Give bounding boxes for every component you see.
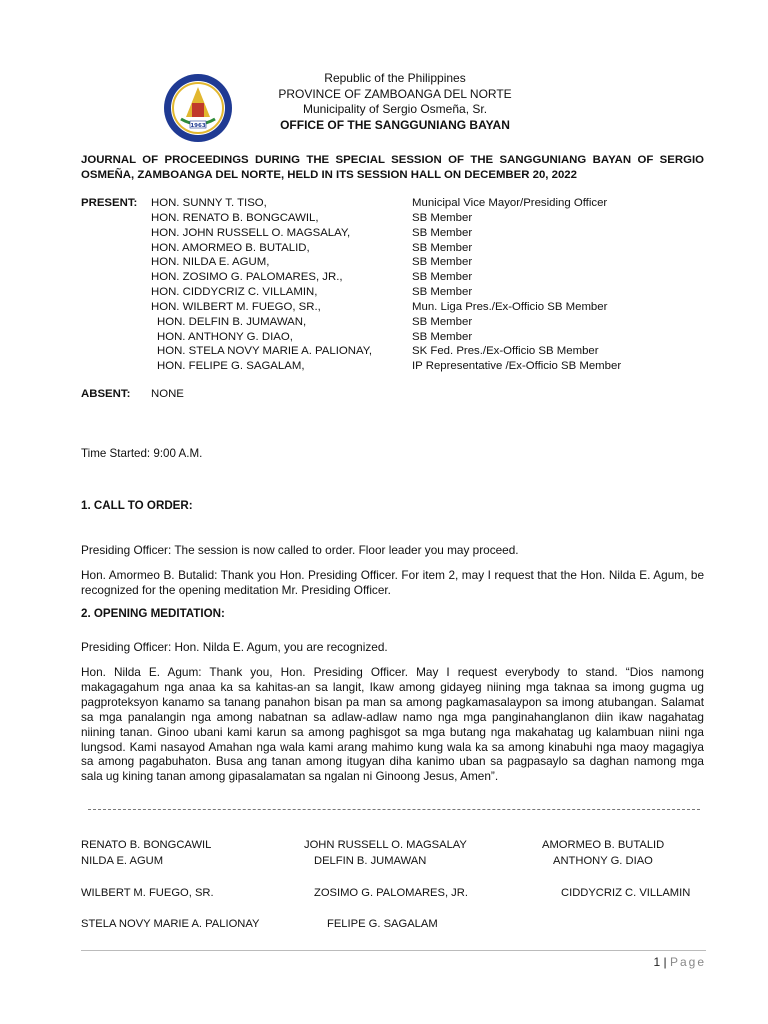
present-role: SB Member [412,241,473,254]
header-province: PROVINCE OF ZAMBOANGA DEL NORTE [278,86,512,101]
page-word: Page [669,955,706,969]
present-name: HON. WILBERT M. FUEGO, SR., [151,300,321,313]
present-role: SK Fed. Pres./Ex-Officio SB Member [412,345,599,358]
dashed-divider [88,809,700,810]
seal-shield [192,103,204,117]
signatory: FELIPE G. SAGALAM [327,918,438,930]
present-name: HON. STELA NOVY MARIE A. PALIONAY, [157,345,373,358]
header-office: OFFICE OF THE SANGGUNIANG BAYAN [280,117,510,132]
absent-label: ABSENT: [81,388,131,400]
present-role: SB Member [412,226,473,239]
present-role: Mun. Liga Pres./Ex-Officio SB Member [412,300,608,313]
paragraph-presiding-officer: Presiding Officer: The session is now called to order. Floor leader you may proceed. [81,543,519,557]
present-name: HON. CIDDYCRIZ C. VILLAMIN, [151,286,318,299]
signatory: CIDDYCRIZ C. VILLAMIN [561,887,691,899]
section-opening-meditation: 2. OPENING MEDITATION: [81,607,225,620]
paragraph-prayer: Hon. Nilda E. Agum: Thank you, Hon. Presiding Officer. May I request everybody to stand. “Dios namong makagagahum nga anaa ka sa kahitas-an sa langit, Ikaw among gidayeg niining mga taknaa sa imong gugma ug pagproteksyon kanamo sa tanang panahon bisan pa man sa among pagkamasalaypon sa imong atubangan. Salamat sa mga panalangin nga among nabatnan sa adlaw-adlaw namo nga mga panginahanglanon diin ikaw nagahatag niining tanan. Ginoo ubani kami karun sa among paghisgot sa mga butang nga makahatag ug kalambuan niini nga lungsod. Kami nasayod Amahan nga wala kami arang mahimo kung wala ka sa among kinabuhi nga maoy magagiya sa among pagabuhaton. Busa ang tanan among itugyan diha kanimo uban sa pagpasaylo sa daghan namong mga sala ug kining tanan among gipasalamatan sa ngalan ni Ginoong Jesus, Amen”. [81,665,704,784]
present-role: IP Representative /Ex-Officio SB Member [412,360,622,373]
paragraph-recognition: Presiding Officer: Hon. Nilda E. Agum, you are recognized. [81,640,388,654]
present-label: PRESENT: [81,197,138,209]
present-name: HON. ZOSIMO G. PALOMARES, JR., [151,271,343,284]
present-role: Municipal Vice Mayor/Presiding Officer [412,197,608,209]
present-name: HON. DELFIN B. JUMAWAN, [157,315,307,328]
signatory: JOHN RUSSELL O. MAGSALAY [304,839,467,851]
present-name: HON. JOHN RUSSELL O. MAGSALAY, [151,226,351,239]
present-roles [412,196,621,374]
page-number: 1 [653,955,661,969]
page-separator: | [663,955,667,969]
present-name: HON. NILDA E. AGUM, [151,256,270,269]
present-names [151,196,372,374]
present-role: SB Member [412,211,473,224]
present-name: HON. SUNNY T. TISO, [151,197,267,209]
header-municipality: Municipality of Sergio Osmeña, Sr. [302,102,488,116]
present-role: SB Member [412,330,473,343]
header-republic: Republic of the Philippines [324,71,466,85]
signatory: STELA NOVY MARIE A. PALIONAY [81,918,260,930]
seal-year: 1963 [190,123,206,129]
signatory: AMORMEO B. BUTALID [542,839,665,851]
footer-rule [81,950,706,951]
page-footer [653,955,706,969]
present-role: SB Member [412,256,473,269]
signatory: ANTHONY G. DIAO [553,855,653,867]
present-name: HON. ANTHONY G. DIAO, [157,330,293,343]
present-name: HON. FELIPE G. SAGALAM, [157,360,305,373]
present-role: SB Member [412,271,473,284]
signatory: DELFIN B. JUMAWAN [314,855,427,867]
present-name: HON. RENATO B. BONGCAWIL, [151,211,319,224]
paragraph-butalid: Hon. Amormeo B. Butalid: Thank you Hon. Presiding Officer. For item 2, may I request that the Hon. Nilda E. Agum, be recognized for the opening meditation Mr. Presiding Officer. [81,568,704,597]
present-name: HON. AMORMEO B. BUTALID, [151,241,310,254]
signatory: RENATO B. BONGCAWIL [81,839,212,851]
time-started: Time Started: 9:00 A.M. [81,447,203,460]
signatory: ZOSIMO G. PALOMARES, JR. [314,887,468,899]
signatory: NILDA E. AGUM [81,855,164,867]
present-role: SB Member [412,286,473,299]
absent-value: NONE [151,388,184,400]
municipal-seal [163,73,233,143]
letterhead [250,71,540,133]
journal-title: JOURNAL OF PROCEEDINGS DURING THE SPECIAL SESSION OF THE SANGGUNIANG BAYAN OF SERGIO OSMEÑA, ZAMBOANGA DEL NORTE, HELD IN ITS SESSION HALL ON DECEMBER 20, 2022 [81,154,704,181]
present-role: SB Member [412,315,473,328]
signatory: WILBERT M. FUEGO, SR. [81,887,214,899]
section-call-to-order: 1. CALL TO ORDER: [81,499,193,512]
